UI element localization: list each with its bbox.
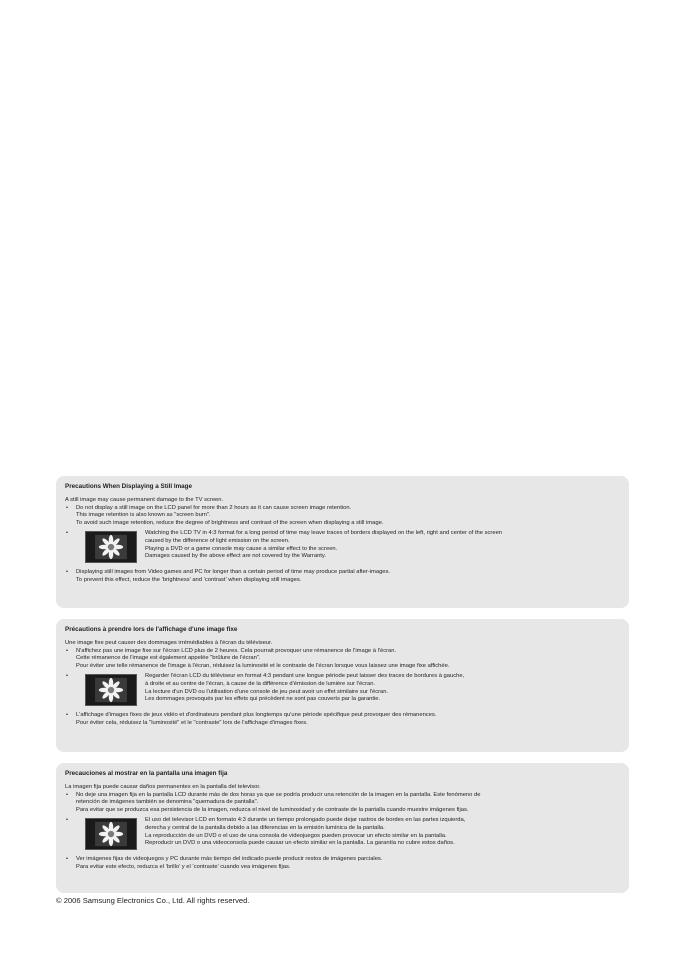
list-item: [65, 856, 620, 871]
list-line: caused by the difference of light emission on the screen.: [145, 537, 290, 544]
section-title: Precautions When Displaying a Still Image: [65, 483, 193, 490]
precautions-section-es: [56, 763, 629, 893]
list-line: To prevent this effect, reduce the ‘brightness’ and ‘contrast’ when displaying still images.: [76, 576, 302, 583]
list-line: Watching the LCD TV in 4:3 format for a long period of time may leave traces of borders displayed on the left, right and center of the screen: [145, 530, 503, 537]
list-item: [65, 505, 620, 528]
bullet: •: [66, 504, 69, 511]
section-title: Précautions à prendre lors de l'affichage d'une image fixe: [65, 626, 238, 633]
list-item: [65, 648, 620, 671]
list-line: Para evitar que se produzca esa persistencia de la imagen, reduzca el nivel de luminosidad y de contraste de la pantalla cuando muestre imágenes fijas.: [76, 806, 469, 813]
list-line: La reproducción de un DVD o el uso de una consola de videojuegos pueden provocar un efecto similar en la pantalla.: [145, 832, 447, 839]
list-line: Regarder l'écran LCD du téléviseur en format 4:3 pendant une longue période peut laisser des traces de bordures à gauche,: [145, 673, 465, 680]
list-line: retención de imágenes también se denomina "quemadura de pantalla".: [76, 799, 259, 806]
list-item-with-image: [65, 530, 620, 566]
list-line: à droite et au centre de l'écran, à cause de la différence d'émission de lumière sur l'écran.: [145, 680, 376, 687]
list-line: To avoid such image retention, reduce the degree of brightness and contrast of the screen when displaying a still image.: [76, 519, 384, 526]
list-line: Pour éviter cela, réduisez la "luminosité" et le "contraste" lors de l'affichage d'images fixes.: [76, 719, 308, 726]
section-intro: La imagen fija puede causar daños permanentes en la pantalla del televisor.: [65, 784, 261, 790]
list-line: Playing a DVD or a game console may cause a similar effect to the screen.: [145, 545, 338, 552]
bullet: •: [66, 817, 69, 824]
bullet: •: [66, 569, 69, 576]
list-line: N'affichez pas une image fixe sur l'écran LCD plus de 2 heures. Cela pourrait provoquer une rémanence de l'image à l'écran.: [76, 647, 397, 654]
list-line: Cette rémanence de l'image est également appelée "brûlure de l'écran".: [76, 655, 261, 662]
list-line: L'affichage d'images fixes de jeux vidéo et d'ordinateurs pendant plus longtemps qu'une période spécifique peut provoquer des rémanences.: [76, 712, 437, 719]
flower-image: [85, 818, 137, 850]
list-line: Para evitar este efecto, reduzca el ‘brillo’ y el ‘contraste’ cuando vea imágenes fijas.: [76, 863, 291, 870]
list-item: [65, 569, 620, 584]
list-item: [65, 792, 620, 815]
list-line: Ver imágenes fijas de videojuegos y PC durante más tiempo del indicado puede producir restos de imágenes parciales.: [76, 856, 383, 863]
bullet: •: [66, 530, 69, 537]
bullet: •: [66, 673, 69, 680]
bullet: •: [66, 856, 69, 863]
list-line: Displaying still images from Video games and PC for longer than a certain period of time may produce partial after-images.: [76, 569, 391, 576]
bullet: •: [66, 647, 69, 654]
list-line: Pour éviter une telle rémanence de l'image à l'écran, réduisez la luminosité et le contraste de l'écran lorsque vous laissez une image fixe affichée.: [76, 662, 450, 669]
list-line: Reproducir un DVD o una videoconsola puede causar un efecto similar en la pantalla. La garantía no cubre estos daños.: [145, 840, 455, 847]
list-line: La lecture d'un DVD ou l'utilisation d'une console de jeu peut avoir un effet similaire sur l'écran.: [145, 688, 389, 695]
list-item: [65, 712, 620, 727]
list-line: No deje una imagen fija en la pantalla LCD durante más de dos horas ya que se podría producir una retención de la imagen en la pantalla. Este fenómeno de: [76, 791, 481, 798]
bullet: •: [66, 712, 69, 719]
precautions-section-fr: [56, 619, 629, 752]
list-line: El uso del televisor LCD en formato 4:3 durante un tiempo prolongado puede dejar rastros de bordes en las partes izquierda,: [145, 817, 466, 824]
list-line: Les dommages provoqués par les effets qui précèdent ne sont pas couverts par la garantie.: [145, 696, 381, 703]
flower-image: [85, 674, 137, 706]
list-item-with-image: [65, 817, 620, 853]
section-title: Precauciones al mostrar en la pantalla una imagen fija: [65, 770, 228, 777]
list-line: derecha y central de la pantalla debido a las diferencias en la emisión lumínica de la pantalla.: [145, 824, 385, 831]
section-intro: Une image fixe peut causer des dommages irrémédiables à l'écran du téléviseur.: [65, 640, 273, 646]
precautions-section-en: [56, 476, 629, 608]
list-item-with-image: [65, 673, 620, 709]
list-line: Damages caused by the above effect are not covered by the Warranty.: [145, 553, 326, 560]
flower-image: [85, 531, 137, 563]
section-intro: A still image may cause permanent damage to the TV screen.: [65, 497, 224, 503]
bullet: •: [66, 791, 69, 798]
list-line: This image retention is also known as "screen burn".: [76, 512, 211, 519]
list-line: Do not display a still image on the LCD panel for more than 2 hours as it can cause screen image retention.: [76, 504, 352, 511]
copyright-footer: © 2006 Samsung Electronics Co., Ltd. All rights reserved.: [56, 896, 250, 905]
